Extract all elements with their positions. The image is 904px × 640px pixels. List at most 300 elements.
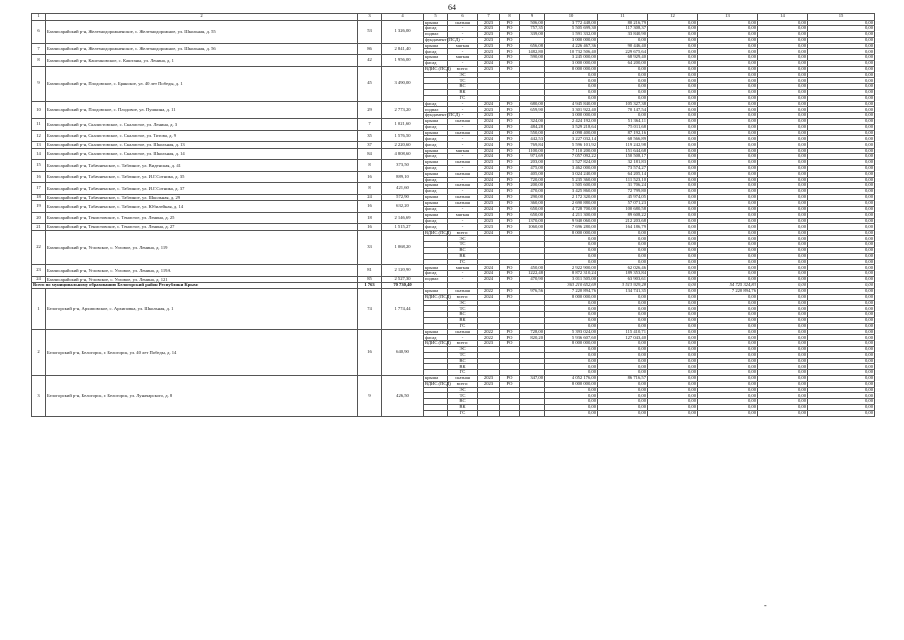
flats-count: 42	[358, 55, 382, 67]
work-type: крыша	[424, 160, 448, 166]
specific-cost: 0,00	[598, 323, 648, 329]
local-funds: 0,00	[758, 358, 808, 364]
building-address: Белогорский р-н, Белогорск, г. Белогорск, ул. 40 лет Победы, д. 14	[46, 329, 358, 375]
local-funds: 0,00	[758, 101, 808, 107]
work-subtype: -	[448, 32, 478, 38]
federal-funds: 0,00	[648, 277, 698, 283]
federal-funds: 0,00	[648, 148, 698, 154]
executor: РО	[500, 148, 520, 154]
local-funds: 0,00	[758, 387, 808, 393]
owner-funds: 0,00	[808, 201, 875, 207]
federal-funds: 0,00	[648, 318, 698, 324]
owner-funds: 0,00	[808, 78, 875, 84]
year: 2023	[478, 224, 500, 230]
work-type: фундамент (ПСД)	[425, 36, 460, 42]
work-subtype: ТС	[448, 78, 478, 84]
work-subtype: -	[448, 37, 478, 43]
year: 2024	[478, 277, 500, 283]
local-funds: 0,00	[758, 26, 808, 32]
work-type: фасад	[424, 101, 448, 107]
year: 2024	[478, 55, 500, 61]
total-cost: 2 172 320,00	[545, 194, 598, 200]
specific-cost: 111 523,10	[598, 177, 648, 183]
total-cost: 0,00	[545, 95, 598, 101]
executor: РО	[500, 183, 520, 189]
owner-funds: 0,00	[808, 224, 875, 230]
work-subtype: скатная	[448, 329, 478, 335]
federal-funds: 0,00	[648, 124, 698, 130]
executor: РО	[500, 271, 520, 277]
work-type: крыша	[424, 376, 448, 382]
specific-cost: 73 574,27	[598, 165, 648, 171]
local-funds: 0,00	[758, 335, 808, 341]
work-volume: 659,90	[520, 107, 545, 113]
republic-funds-total: 54 725 324,83	[698, 283, 758, 289]
federal-funds: 0,00	[648, 43, 698, 49]
column-number: 9	[520, 14, 545, 21]
owner-funds: 0,00	[808, 248, 875, 254]
specific-cost: 134 741,35	[598, 289, 648, 295]
republic-funds: 0,00	[698, 20, 758, 26]
flats-count: 16	[358, 201, 382, 213]
work-volume	[520, 410, 545, 416]
total-cost: 0,00	[545, 364, 598, 370]
work-volume: 1222,48	[520, 271, 545, 277]
specific-cost: 31 706,24	[598, 183, 648, 189]
local-funds: 0,00	[758, 312, 808, 318]
federal-funds: 0,00	[648, 352, 698, 358]
owner-funds: 0,00	[808, 189, 875, 195]
work-volume: 650,00	[520, 212, 545, 218]
local-funds: 0,00	[758, 253, 808, 259]
republic-funds: 0,00	[698, 154, 758, 160]
federal-funds: 0,00	[648, 130, 698, 136]
building-area: 2 527,30	[382, 277, 424, 283]
local-funds: 0,00	[758, 61, 808, 67]
flats-count: 18	[358, 212, 382, 224]
total-cost: 2 922 900,00	[545, 265, 598, 271]
specific-cost: 117 308,37	[598, 26, 648, 32]
specific-cost: 63 903,61	[598, 277, 648, 283]
work-volume: 728,00	[520, 329, 545, 335]
year: 2023	[478, 341, 500, 347]
year: 2023	[478, 32, 500, 38]
federal-funds: 0,00	[648, 381, 698, 387]
owner-funds: 0,00	[808, 259, 875, 265]
executor: РО	[500, 136, 520, 142]
republic-funds: 7 220 894,76	[698, 289, 758, 295]
row-number: 19	[32, 201, 46, 213]
local-funds: 0,00	[758, 259, 808, 265]
executor: РО	[500, 381, 520, 387]
owner-funds: 0,00	[808, 410, 875, 416]
specific-cost: 86 716,57	[598, 376, 648, 382]
row-number: 7	[32, 43, 46, 55]
local-funds: 0,00	[758, 43, 808, 49]
work-type: крыша	[424, 265, 448, 271]
work-subtype: ВС	[448, 399, 478, 405]
work-type: подвал	[424, 32, 448, 38]
work-volume: 656,08	[520, 43, 545, 49]
local-funds: 0,00	[758, 165, 808, 171]
year: 2024	[478, 148, 500, 154]
work-subtype: мягкая	[448, 55, 478, 61]
work-volume: 769,84	[520, 142, 545, 148]
federal-funds: 0,00	[648, 183, 698, 189]
republic-funds: 0,00	[698, 95, 758, 101]
total-cost: 7 696 280,00	[545, 224, 598, 230]
work-subtype: скатная	[448, 20, 478, 26]
executor: РО	[500, 107, 520, 113]
building-address: Бахчисарайский р-н, Плодовское, с. Плодовое, ул. Пушкина, д. 11	[46, 101, 358, 118]
owner-funds: 0,00	[808, 148, 875, 154]
work-subtype: -	[448, 277, 478, 283]
work-subtype: скатная	[448, 160, 478, 166]
republic-funds: 0,00	[698, 277, 758, 283]
flats-count: 84	[358, 148, 382, 160]
local-funds: 0,00	[758, 148, 808, 154]
local-funds: 0,00	[758, 55, 808, 61]
work-subtype: ВК	[448, 253, 478, 259]
building-address: Бахчисарайский р-н, Плодовское, с. Брянское, ул. 40 лет Победы, д. 1	[46, 66, 358, 101]
work-subtype: ГС	[448, 370, 478, 376]
work-subtype: -	[448, 189, 478, 195]
specific-cost: 0,00	[598, 294, 648, 300]
executor: РО	[500, 206, 520, 212]
work-type: фасад	[424, 335, 448, 341]
federal-funds: 0,00	[648, 405, 698, 411]
total-cost: 8 000 000,00	[545, 230, 598, 236]
specific-cost-total: 3 513 929,28	[598, 283, 648, 289]
building-area: 1 068,20	[382, 230, 424, 265]
owner-funds: 0,00	[808, 90, 875, 96]
total-cost: 7 057 092,22	[545, 154, 598, 160]
year: 2023	[478, 113, 500, 119]
building-area: 632,20	[382, 201, 424, 213]
specific-cost: 72 799,80	[598, 189, 648, 195]
page-number: 64	[448, 3, 456, 12]
work-type: крыша	[424, 130, 448, 136]
work-subtype: мягкая	[448, 43, 478, 49]
owner-funds: 0,00	[808, 55, 875, 61]
work-subtype: -	[448, 101, 478, 107]
executor: РО	[500, 335, 520, 341]
federal-funds: 0,00	[648, 387, 698, 393]
work-type: подвал	[424, 277, 448, 283]
specific-cost: 0,00	[598, 312, 648, 318]
work-subtype: скатная	[448, 171, 478, 177]
specific-cost: 0,00	[598, 405, 648, 411]
year: 2023	[478, 20, 500, 26]
work-type: фасад	[424, 218, 448, 224]
federal-funds: 0,00	[648, 370, 698, 376]
local-funds: 0,00	[758, 72, 808, 78]
building-address: Бахчисарайский р-н, Табачненское, с. Табачное, ул. Виденская, д. 41	[46, 160, 358, 172]
republic-funds: 0,00	[698, 84, 758, 90]
republic-funds: 0,00	[698, 347, 758, 353]
work-type: ВДИС (ПСД)	[425, 340, 451, 346]
row-number: 12	[32, 130, 46, 142]
year: 2023	[478, 43, 500, 49]
local-funds: 0,00	[758, 206, 808, 212]
work-subtype: мягкая	[448, 212, 478, 218]
work-type: фасад	[424, 165, 448, 171]
executor: РО	[500, 265, 520, 271]
year: 2024	[478, 206, 500, 212]
building-area: 1 515,27	[382, 224, 424, 230]
local-funds: 0,00	[758, 37, 808, 43]
owner-funds: 0,00	[808, 323, 875, 329]
flats-count: 45	[358, 66, 382, 101]
local-funds: 0,00	[758, 410, 808, 416]
work-volume: 347,00	[520, 376, 545, 382]
building-area: 373,50	[382, 160, 424, 172]
owner-funds: 0,00	[808, 399, 875, 405]
total-cost-total: 363 210 652,69	[545, 283, 598, 289]
republic-funds: 0,00	[698, 189, 758, 195]
owner-funds: 0,00	[808, 277, 875, 283]
total-cost: 0,00	[545, 236, 598, 242]
work-subtype: -	[448, 61, 478, 67]
federal-funds: 0,00	[648, 72, 698, 78]
federal-funds: 0,00	[648, 236, 698, 242]
building-address: Бахчисарайский р-н, Железнодорожненское, с. Железнодорожное, ул. Школьная, д. 56	[46, 43, 358, 55]
specific-cost: 0,00	[598, 410, 648, 416]
executor: РО	[500, 289, 520, 295]
federal-funds: 0,00	[648, 90, 698, 96]
work-subtype: ВС	[448, 358, 478, 364]
local-funds: 0,00	[758, 113, 808, 119]
executor: РО	[500, 194, 520, 200]
row-number: 11	[32, 119, 46, 131]
executor: РО	[500, 154, 520, 160]
total-cost: 5 235 360,00	[545, 177, 598, 183]
local-funds: 0,00	[758, 405, 808, 411]
work-volume: 442,53	[520, 136, 545, 142]
owner-funds: 0,00	[808, 376, 875, 382]
total-cost: 4 052 176,00	[545, 376, 598, 382]
total-cost: 0,00	[545, 242, 598, 248]
local-funds: 0,00	[758, 218, 808, 224]
executor: РО	[500, 113, 520, 119]
local-funds: 0,00	[758, 329, 808, 335]
specific-cost: 0,00	[598, 318, 648, 324]
federal-funds: 0,00	[648, 136, 698, 142]
total-cost: 0,00	[545, 306, 598, 312]
executor: РО	[500, 124, 520, 130]
work-type: крыша	[424, 55, 448, 61]
republic-funds: 0,00	[698, 352, 758, 358]
republic-funds: 0,00	[698, 224, 758, 230]
specific-cost: 87 192,16	[598, 130, 648, 136]
total-cost: 0,00	[545, 300, 598, 306]
republic-funds: 0,00	[698, 405, 758, 411]
federal-funds: 0,00	[648, 37, 698, 43]
republic-funds: 0,00	[698, 358, 758, 364]
federal-funds: 0,00	[648, 171, 698, 177]
work-subtype: -	[448, 218, 478, 224]
work-subtype: скатная	[448, 183, 478, 189]
local-funds: 0,00	[758, 323, 808, 329]
specific-cost: 62 026,46	[598, 265, 648, 271]
federal-funds: 0,00	[648, 265, 698, 271]
total-cost: 0,00	[545, 387, 598, 393]
work-subtype: скатная	[448, 119, 478, 125]
executor: РО	[500, 212, 520, 218]
federal-funds: 0,00	[648, 107, 698, 113]
work-subtype: скатная	[448, 376, 478, 382]
owner-funds: 0,00	[808, 271, 875, 277]
work-volume: 820,20	[520, 335, 545, 341]
republic-funds: 0,00	[698, 230, 758, 236]
column-number: 12	[648, 14, 698, 21]
row-number: 15	[32, 160, 46, 172]
republic-funds: 0,00	[698, 206, 758, 212]
row-number: 8	[32, 55, 46, 67]
specific-cost: 189 353,84	[598, 271, 648, 277]
executor: РО	[500, 32, 520, 38]
total-cost: 8 000 000,00	[545, 66, 598, 72]
flats-count: 33	[358, 230, 382, 265]
total-cost: 2 690 880,00	[545, 201, 598, 207]
year: 2022	[478, 289, 500, 295]
work-subtype: -	[448, 113, 478, 119]
owner-funds: 0,00	[808, 405, 875, 411]
year: 2024	[478, 271, 500, 277]
total-cost: 4 226 467,36	[545, 43, 598, 49]
building-address: Бахчисарайский р-н, Скалистовское, с. Скалистое, ул. Титова, д. 9	[46, 130, 358, 142]
building-area: 4 808,60	[382, 148, 424, 160]
local-funds: 0,00	[758, 376, 808, 382]
work-subtype: ВК	[448, 90, 478, 96]
year: 2024	[478, 194, 500, 200]
owner-funds: 0,00	[808, 335, 875, 341]
total-cost: 0,00	[545, 358, 598, 364]
row-number: 16	[32, 171, 46, 183]
owner-funds: 0,00	[808, 37, 875, 43]
year: 2022	[478, 329, 500, 335]
owner-funds: 0,00	[808, 352, 875, 358]
local-funds: 0,00	[758, 370, 808, 376]
total-cost: 1 527 824,00	[545, 160, 598, 166]
building-address: Бахчисарайский р-н, Скалистовское, с. Скалистое, ул. Ленина, д. 3	[46, 119, 358, 131]
federal-funds: 0,00	[648, 154, 698, 160]
federal-funds: 0,00	[648, 95, 698, 101]
year: 2024	[478, 124, 500, 130]
work-type: крыша	[424, 20, 448, 26]
specific-cost: 0,00	[598, 341, 648, 347]
local-funds: 0,00	[758, 160, 808, 166]
work-subtype: -	[448, 206, 478, 212]
work-type: фасад	[424, 124, 448, 130]
total-cost: 7 110 200,00	[545, 148, 598, 154]
total-cost: 0,00	[545, 405, 598, 411]
republic-funds: 0,00	[698, 271, 758, 277]
building-area: 2 120,90	[382, 265, 424, 277]
owner-funds: 0,00	[808, 183, 875, 189]
work-type: ВДИС (ПСД)	[425, 293, 451, 299]
year: 2024	[478, 230, 500, 236]
executor: РО	[500, 37, 520, 43]
work-subtype: ТС	[448, 393, 478, 399]
federal-funds: 0,00	[648, 113, 698, 119]
federal-funds: 0,00	[648, 26, 698, 32]
work-subtype: -	[448, 154, 478, 160]
local-funds: 0,00	[758, 90, 808, 96]
republic-funds: 0,00	[698, 201, 758, 207]
federal-funds: 0,00	[648, 410, 698, 416]
work-volume: 484,28	[520, 124, 545, 130]
federal-funds: 0,00	[648, 206, 698, 212]
owner-funds: 0,00	[808, 393, 875, 399]
work-volume: 470,00	[520, 189, 545, 195]
building-area: 2 220,60	[382, 142, 424, 148]
work-subtype: -	[448, 124, 478, 130]
owner-funds: 0,00	[808, 113, 875, 119]
federal-funds-total: 0,00	[648, 283, 698, 289]
specific-cost: 0,00	[598, 242, 648, 248]
local-funds: 0,00	[758, 177, 808, 183]
work-type: крыша	[424, 212, 448, 218]
owner-funds: 0,00	[808, 358, 875, 364]
building-address: Бахчисарайский р-н, Угловское, с. Угловое, ул. Ленина, д. 121	[46, 277, 358, 283]
building-area: 1 021,60	[382, 119, 424, 131]
row-number: 20	[32, 212, 46, 224]
republic-funds: 0,00	[698, 113, 758, 119]
work-subtype: -	[448, 136, 478, 142]
total-cost: 0,00	[545, 370, 598, 376]
specific-cost: 0,00	[598, 300, 648, 306]
owner-funds: 0,00	[808, 177, 875, 183]
executor: РО	[500, 20, 520, 26]
column-number: 8	[500, 14, 520, 21]
total-cost: 5 505 699,30	[545, 26, 598, 32]
executor: РО	[500, 230, 520, 236]
republic-funds: 0,00	[698, 393, 758, 399]
specific-cost: 0,00	[598, 113, 648, 119]
federal-funds: 0,00	[648, 177, 698, 183]
work-subtype: скатная	[448, 130, 478, 136]
specific-cost: 68 929,40	[598, 55, 648, 61]
federal-funds: 0,00	[648, 242, 698, 248]
federal-funds: 0,00	[648, 300, 698, 306]
work-subtype: ЭС	[448, 72, 478, 78]
republic-funds: 0,00	[698, 242, 758, 248]
total-cost: 3 000 000,00	[545, 37, 598, 43]
republic-funds: 0,00	[698, 61, 758, 67]
republic-funds: 0,00	[698, 194, 758, 200]
executor: РО	[500, 119, 520, 125]
republic-funds: 0,00	[698, 381, 758, 387]
federal-funds: 0,00	[648, 376, 698, 382]
local-funds: 0,00	[758, 289, 808, 295]
total-cost: 3 011 505,00	[545, 277, 598, 283]
federal-funds: 0,00	[648, 253, 698, 259]
local-funds: 0,00	[758, 107, 808, 113]
executor: РО	[500, 165, 520, 171]
federal-funds: 0,00	[648, 201, 698, 207]
work-type: крыша	[424, 194, 448, 200]
specific-cost: 0,00	[598, 37, 648, 43]
work-subtype: ГС	[448, 259, 478, 265]
total-cost: 4 945 840,00	[545, 101, 598, 107]
owner-funds: 0,00	[808, 171, 875, 177]
local-funds: 0,00	[758, 49, 808, 55]
specific-cost: 0,00	[598, 72, 648, 78]
executor: РО	[500, 61, 520, 67]
specific-cost: 164 186,79	[598, 224, 648, 230]
owner-funds: 0,00	[808, 230, 875, 236]
